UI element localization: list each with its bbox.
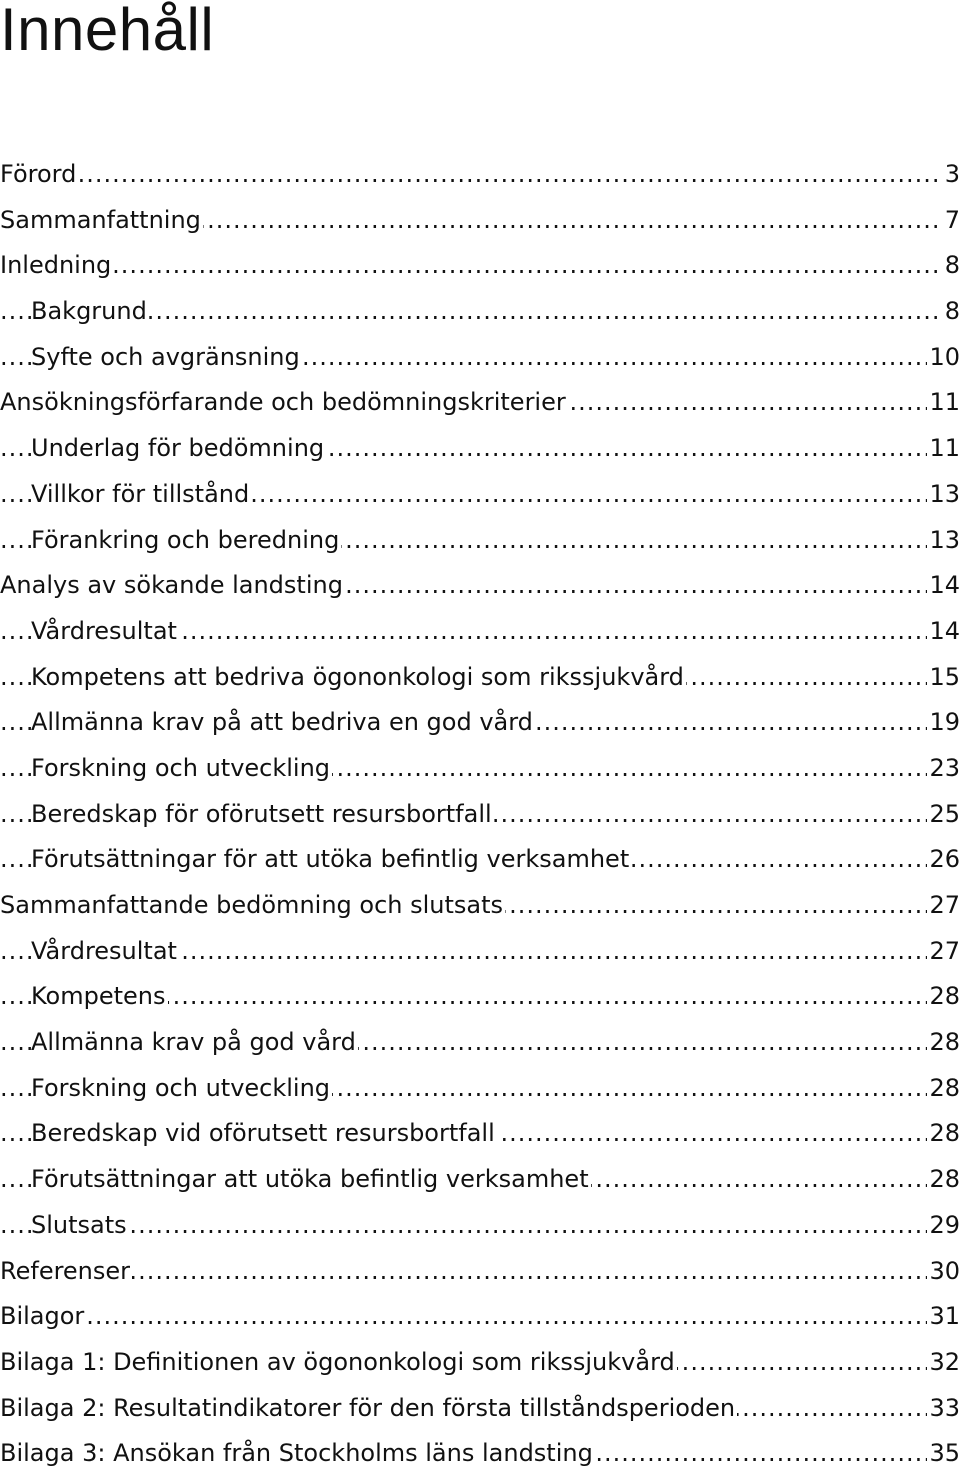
toc-entry[interactable]: [0, 929, 960, 975]
toc-entry[interactable]: [0, 974, 960, 1020]
toc-entry-page-number: 27: [927, 929, 960, 975]
toc-entry-page-number: 10: [927, 335, 960, 381]
toc-entry-title: Vårdresultat: [31, 616, 177, 645]
toc-entry[interactable]: [0, 198, 960, 244]
toc-entry-title: Vårdresultat: [31, 936, 177, 965]
toc-entry-title: Forskning och utveckling: [31, 1073, 331, 1102]
toc-entry-title: Förutsättningar att utöka befintlig verksamhet: [31, 1165, 589, 1194]
toc-entry-page-number: 29: [927, 1203, 960, 1249]
toc-entry[interactable]: [0, 1111, 960, 1157]
toc-entry[interactable]: [0, 472, 960, 518]
toc-entry[interactable]: [0, 152, 960, 198]
toc-entry-page-number: 26: [927, 837, 960, 883]
toc-entry-title: Bakgrund: [31, 297, 147, 326]
toc-entry[interactable]: [0, 1386, 960, 1432]
toc-entry-title: Inledning: [0, 251, 112, 280]
toc-entry[interactable]: [0, 380, 960, 426]
toc-entry-page-number: 3: [943, 152, 960, 198]
toc-entry-page-number: 8: [943, 289, 960, 335]
toc-entry-page-number: 28: [927, 1157, 960, 1203]
toc-entry[interactable]: [0, 1431, 960, 1477]
toc-entry-page-number: 25: [927, 792, 960, 838]
toc-entry-page-number: 19: [927, 700, 960, 746]
toc-entry-title: Analys av sökande landsting: [0, 571, 343, 600]
toc-entry-title: Förutsättningar för att utöka befintlig verksamhet: [31, 845, 630, 874]
toc-entry[interactable]: [0, 563, 960, 609]
toc-entry[interactable]: [0, 1249, 960, 1295]
toc-entry[interactable]: [0, 1294, 960, 1340]
toc-entry[interactable]: [0, 837, 960, 883]
toc-entry-page-number: 13: [927, 518, 960, 564]
toc-entry[interactable]: [0, 746, 960, 792]
toc-entry-title: Sammanfattning: [0, 205, 201, 234]
toc-entry[interactable]: [0, 883, 960, 929]
toc-entry-title: Allmänna krav på god vård: [31, 1028, 356, 1057]
toc-entry-page-number: 33: [927, 1386, 960, 1432]
toc-entry-title: Villkor för tillstånd: [31, 479, 250, 508]
toc-entry-title: Allmänna krav på att bedriva en god vård: [31, 708, 533, 737]
toc-entry[interactable]: [0, 426, 960, 472]
toc-entry-page-number: 31: [927, 1294, 960, 1340]
toc-entry-title: Förankring och beredning: [31, 525, 340, 554]
toc-entry[interactable]: [0, 700, 960, 746]
toc-entry[interactable]: [0, 1066, 960, 1112]
toc-entry-page-number: 35: [927, 1431, 960, 1477]
toc-entry-title: Beredskap vid oförutsett resursbortfall: [31, 1119, 495, 1148]
toc-entry[interactable]: [0, 1203, 960, 1249]
toc-entry-page-number: 32: [927, 1340, 960, 1386]
toc-entry-title: Syfte och avgränsning: [31, 342, 300, 371]
toc-entry-page-number: 11: [927, 426, 960, 472]
toc-entry-title: Underlag för bedömning: [31, 434, 325, 463]
toc-entry-page-number: 14: [927, 609, 960, 655]
toc-entry-title: Förord: [0, 160, 77, 188]
toc-entry-title: Kompetens att bedriva ögononkologi som rikssjukvård: [31, 662, 684, 691]
toc-entry[interactable]: [0, 289, 960, 335]
toc-entry-title: Referenser: [0, 1256, 131, 1285]
toc-entry-page-number: 8: [943, 243, 960, 289]
toc-entry-title: Sammanfattande bedömning och slutsats: [0, 891, 504, 919]
toc-entry-page-number: 28: [927, 1066, 960, 1112]
toc-entry-title: Bilagor: [0, 1302, 85, 1331]
toc-entry-page-number: 13: [927, 472, 960, 518]
toc-entry-title: Bilaga 3: Ansökan från Stockholms läns landsting: [0, 1439, 593, 1468]
toc-entry-title: Beredskap för oförutsett resursbortfall: [31, 799, 492, 828]
toc-entry-page-number: 15: [927, 655, 960, 701]
toc-entry-title: Kompetens: [31, 982, 166, 1011]
toc-entry[interactable]: [0, 1020, 960, 1066]
toc-entry-title: Forskning och utveckling: [31, 753, 331, 782]
toc-entry-title: Bilaga 1: Definitionen av ögononkologi som rikssjukvård: [0, 1347, 675, 1376]
toc-entry-title: Ansökningsförfarande och bedömningskriterier: [0, 388, 566, 417]
toc-entry-page-number: 14: [927, 563, 960, 609]
toc-entry-page-number: 27: [927, 883, 960, 929]
toc-entry[interactable]: [0, 1340, 960, 1386]
toc-entry[interactable]: [0, 335, 960, 381]
toc-entry[interactable]: [0, 655, 960, 701]
page-title: Innehåll: [0, 0, 215, 63]
toc-entry-page-number: 23: [927, 746, 960, 792]
toc-entry[interactable]: [0, 243, 960, 289]
toc-entry-page-number: 28: [927, 1020, 960, 1066]
toc-entry[interactable]: [0, 792, 960, 838]
toc-entry[interactable]: [0, 1157, 960, 1203]
toc-entry-page-number: 28: [927, 1111, 960, 1157]
table-of-contents: [0, 152, 960, 1477]
toc-entry[interactable]: [0, 609, 960, 655]
toc-entry-page-number: 7: [943, 198, 960, 244]
toc-entry-title: Bilaga 2: Resultatindikatorer för den första tillståndsperioden: [0, 1393, 736, 1422]
toc-entry-page-number: 28: [927, 974, 960, 1020]
toc-entry-page-number: 30: [927, 1249, 960, 1295]
toc-entry-page-number: 11: [927, 380, 960, 426]
toc-entry-title: Slutsats: [31, 1210, 127, 1239]
toc-entry[interactable]: [0, 518, 960, 564]
